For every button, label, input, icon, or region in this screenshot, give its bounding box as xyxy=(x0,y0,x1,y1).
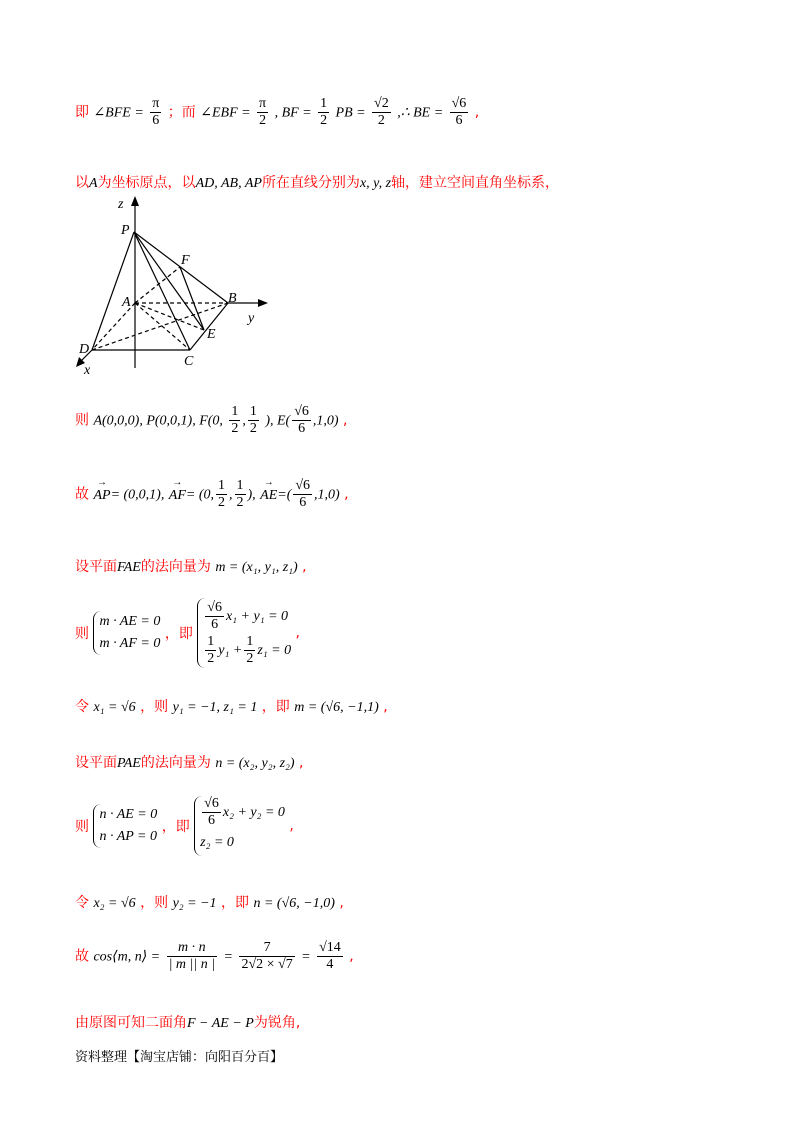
system-right xyxy=(194,796,285,856)
vector-ae-tail: ,1,0) xyxy=(314,487,340,503)
text: 所在直线分别为 xyxy=(261,175,360,191)
bf-eq: , BF = xyxy=(274,105,312,121)
text: 的法向量为 xyxy=(140,559,211,575)
frac-num: π xyxy=(259,96,267,111)
equation: x₁ + y₁ = 0 xyxy=(225,609,289,624)
normal-m-value: m = (√6, −1,1) xyxy=(294,700,379,715)
frac-num: 1 xyxy=(218,478,226,493)
text-ling: 令 xyxy=(75,895,89,911)
comma: , xyxy=(299,755,304,771)
normal-n-value: n = (√6, −1,0) xyxy=(253,896,335,911)
frac-den: 6 xyxy=(208,813,216,829)
line-cosine xyxy=(75,940,354,973)
frac-num: 1 xyxy=(236,478,244,493)
text: 设平面 xyxy=(75,755,117,771)
angle-bfe: ∠BFE = xyxy=(93,105,144,121)
plane-fae: FAE xyxy=(117,560,141,575)
text: 由原图可知二面角 xyxy=(75,1015,187,1031)
text-ze: ，则 xyxy=(140,699,169,715)
text: 的法向量为 xyxy=(140,755,211,771)
frac-den: 2 xyxy=(377,113,385,128)
text-ji: ，即 xyxy=(164,626,193,642)
frac-den: 2 xyxy=(231,421,239,436)
point-a: A xyxy=(89,176,98,191)
plane-pae: PAE xyxy=(117,756,141,771)
label-f: F xyxy=(181,253,190,268)
equation: n · AP = 0 xyxy=(99,829,157,844)
angle-ebf: ∠EBF = xyxy=(200,105,251,121)
edge-pc xyxy=(134,232,190,350)
frac-den: 6 xyxy=(152,113,160,128)
frac-num: √6 xyxy=(207,600,222,616)
vector-af: → AF xyxy=(169,488,186,504)
frac-num: √6 xyxy=(451,96,467,111)
frac-num: 1 xyxy=(249,404,257,419)
y2-value: y₂ = −1 xyxy=(172,896,217,911)
text: 设平面 xyxy=(75,559,117,575)
label-x: x xyxy=(84,363,91,378)
paren-close: ), xyxy=(247,487,256,503)
text-ji: 即 xyxy=(75,104,89,121)
coords-e: ), E( xyxy=(265,413,291,429)
text-ji: ，即 xyxy=(221,895,250,911)
system-left xyxy=(93,611,160,655)
normal-m: m = (x₁, y₁, z₁) xyxy=(215,560,298,575)
frac-num: √14 xyxy=(319,940,341,955)
vector-af-value: = (0, xyxy=(185,487,215,503)
comma: , xyxy=(349,948,354,965)
frac-num: 1 xyxy=(231,404,239,419)
vector-ap: → AP xyxy=(93,488,110,504)
vector-ap-value: = (0,0,1), xyxy=(110,487,165,503)
frac-num: √6 xyxy=(294,404,309,419)
z-arrow xyxy=(131,196,139,206)
frac-den: 2 xyxy=(259,113,267,128)
frac-num: 1 xyxy=(320,96,328,111)
equation: x₂ + y₂ = 0 xyxy=(222,805,285,820)
comma: , xyxy=(289,818,294,834)
frac-num: 1 xyxy=(207,634,215,650)
comma: , xyxy=(339,895,344,911)
frac-den: 2 xyxy=(246,651,254,667)
comma: , xyxy=(229,487,233,503)
frac-den: 6 xyxy=(211,617,219,633)
frac-num: √6 xyxy=(295,478,311,493)
text-gu: 故 xyxy=(75,486,89,503)
text-ji: ，即 xyxy=(261,699,290,715)
frac-den: 4 xyxy=(326,957,334,972)
dihedral-angle: F − AE − P xyxy=(187,1016,254,1031)
be-eq: ,∴ BE = xyxy=(397,105,444,121)
text-ling: 令 xyxy=(75,699,89,715)
frac-den: 2 xyxy=(320,113,328,128)
xyz-list: x, y, z xyxy=(359,176,392,191)
equals: = xyxy=(301,949,311,965)
text-gu: 故 xyxy=(75,948,89,965)
frac-den: 2√2 × √7 xyxy=(241,957,293,972)
frac-den: 2 xyxy=(236,495,244,510)
label-b: B xyxy=(228,291,237,306)
comma: , xyxy=(302,559,307,575)
y-arrow xyxy=(258,299,268,307)
comma: , xyxy=(383,699,388,715)
frac-num: 1 xyxy=(246,634,254,650)
vector-ae: → AE xyxy=(260,488,277,504)
normal-n: n = (x₂, y₂, z₂) xyxy=(215,756,295,771)
frac-den: 2 xyxy=(218,495,226,510)
frac-num: 7 xyxy=(239,940,294,957)
system-right xyxy=(197,598,291,668)
coords-tail: ,1,0) xyxy=(312,413,339,429)
line-vectors xyxy=(75,478,349,511)
comma: , xyxy=(474,104,480,121)
frac-num: √2 xyxy=(374,96,389,111)
label-p: P xyxy=(121,223,130,238)
comma: , xyxy=(295,625,300,641)
frac-num: π xyxy=(152,96,160,111)
label-y: y xyxy=(248,311,255,326)
equation: m · AF = 0 xyxy=(99,636,161,651)
comma: , xyxy=(343,412,348,429)
x1-value: x₁ = √6 xyxy=(93,700,136,715)
equation: m · AE = 0 xyxy=(99,614,161,629)
line-normal-pae xyxy=(75,752,303,772)
vector-ae-value: =( xyxy=(277,487,292,503)
line-let-x1 xyxy=(75,696,388,716)
coords: A(0,0,0), P(0,0,1), F(0, xyxy=(93,413,223,429)
frac-num: m · n xyxy=(167,940,218,957)
line-normal-fae xyxy=(75,556,307,576)
comma: , xyxy=(242,413,246,429)
pyramid-figure xyxy=(68,190,268,380)
edge-af xyxy=(135,267,180,303)
equation: y₁ + xyxy=(218,643,243,658)
label-c: C xyxy=(184,354,194,369)
line-let-x2 xyxy=(75,892,344,912)
frac-num: √6 xyxy=(204,796,219,812)
line-system-m xyxy=(75,598,300,668)
frac-den: | m || n | xyxy=(168,957,216,972)
edge-ac xyxy=(135,303,190,350)
label-e: E xyxy=(207,327,216,342)
equation: n · AE = 0 xyxy=(99,807,158,822)
text: 为锐角, xyxy=(253,1015,301,1031)
equation: z₂ = 0 xyxy=(200,835,234,850)
text-ze: 则 xyxy=(75,626,89,642)
frac-den: 6 xyxy=(298,421,306,436)
label-a: A xyxy=(122,295,131,310)
edge-pd xyxy=(92,232,134,350)
y1-z1-value: y₁ = −1, z₁ = 1 xyxy=(172,700,258,715)
equals: = xyxy=(223,949,233,965)
pb-eq: PB = xyxy=(335,105,366,121)
comma: , xyxy=(344,486,349,503)
line-coordinates xyxy=(75,404,347,437)
text-semi: ；而 xyxy=(167,104,196,121)
text-ji: ，即 xyxy=(161,819,190,835)
footer-source: 资料整理【淘宝店铺：向阳百分百】 xyxy=(75,1050,284,1065)
text-ze: 则 xyxy=(75,819,89,835)
line-coordinate-setup xyxy=(75,172,559,192)
frac-den: 6 xyxy=(299,495,307,510)
system-left xyxy=(93,804,157,848)
text: 轴，建立空间直角坐标系， xyxy=(391,175,560,191)
text-ze: ，则 xyxy=(140,895,169,911)
cos-label: cos⟨m, n⟩ = xyxy=(93,949,161,965)
x2-value: x₂ = √6 xyxy=(93,896,136,911)
frac-den: 2 xyxy=(249,421,257,436)
line-bfe xyxy=(75,96,479,129)
equation: z₁ = 0 xyxy=(257,643,292,658)
label-z: z xyxy=(118,197,124,212)
axes-list: AD, AB, AP xyxy=(195,176,262,191)
line-system-n xyxy=(75,796,294,856)
frac-den: 6 xyxy=(455,113,463,128)
text: 以 xyxy=(75,175,89,191)
line-conclusion xyxy=(75,1012,300,1032)
frac-den: 2 xyxy=(207,651,215,667)
text-ze: 则 xyxy=(75,412,89,429)
text: 为坐标原点，以 xyxy=(97,175,196,191)
label-d: D xyxy=(79,342,90,357)
